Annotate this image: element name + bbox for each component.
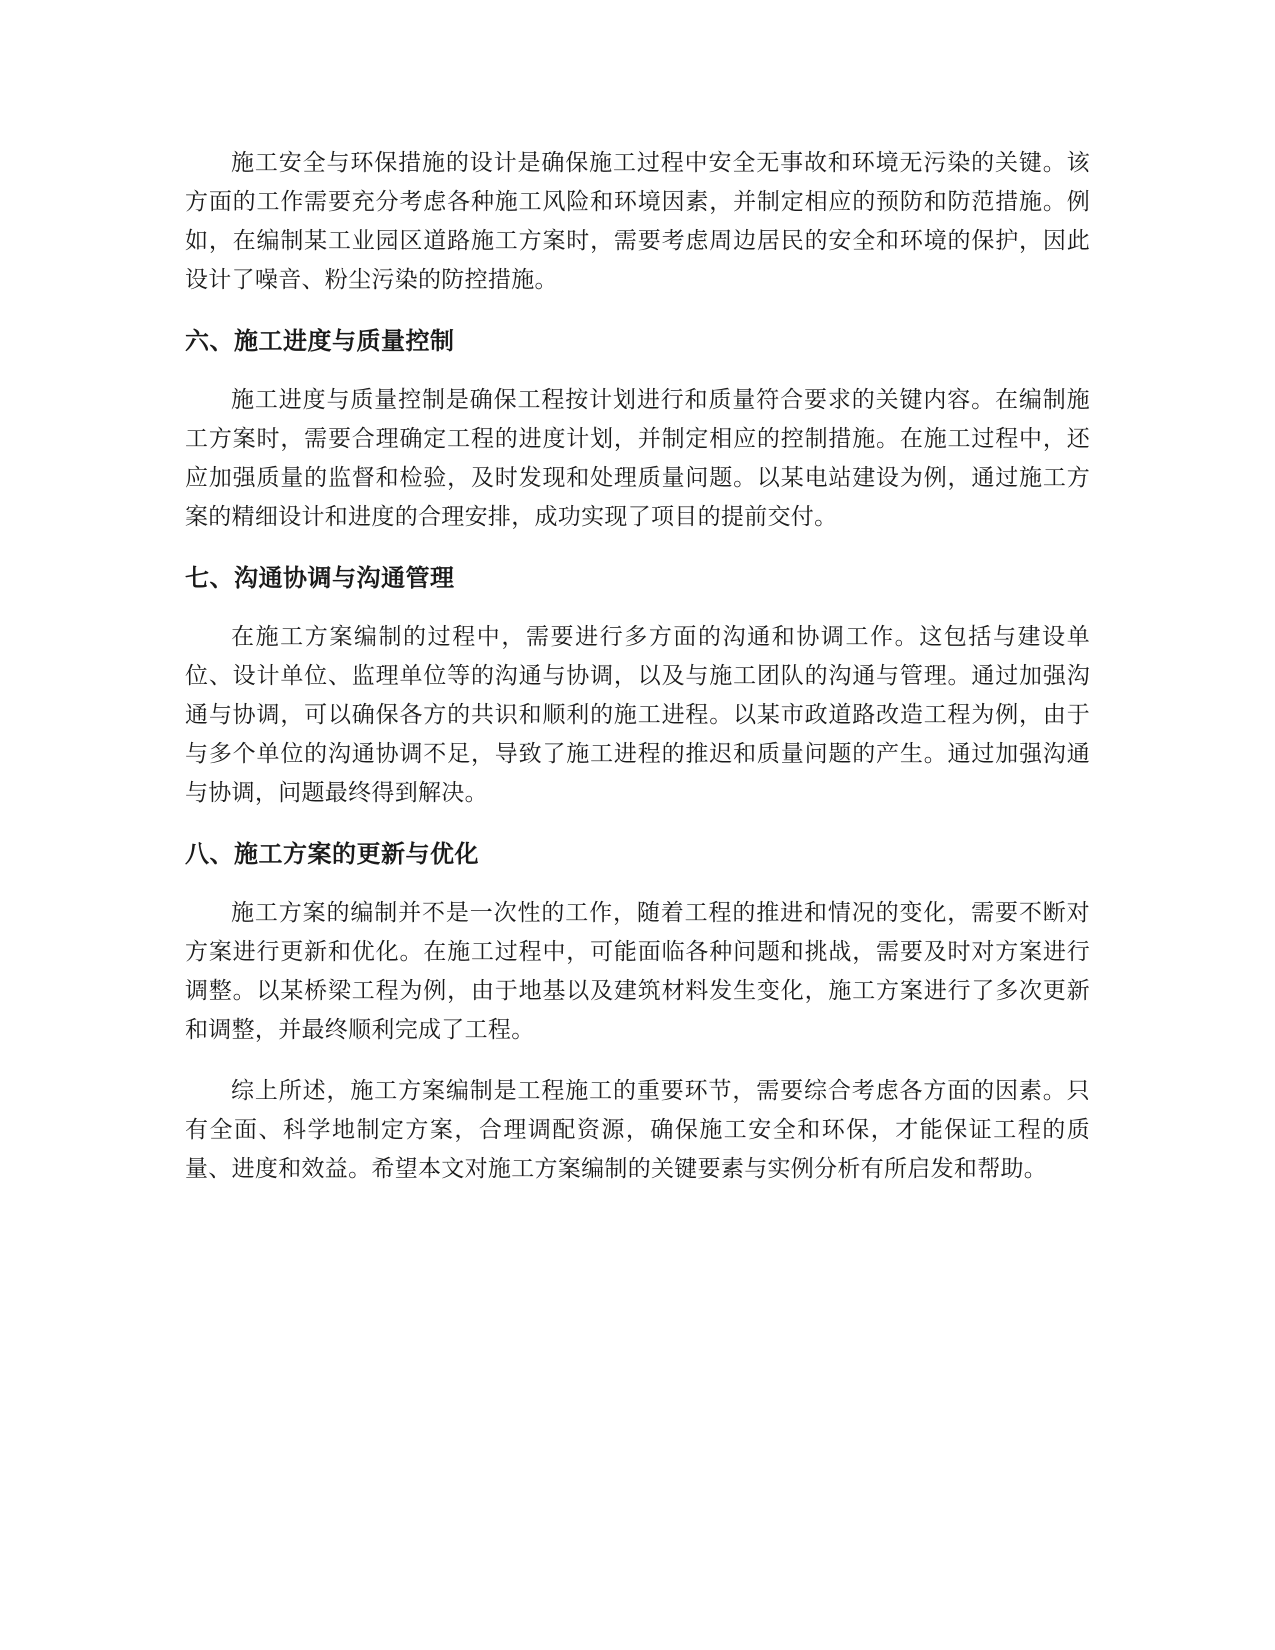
section-heading-communication: 七、沟通协调与沟通管理 bbox=[185, 564, 455, 592]
section-heading-progress-quality: 六、施工进度与质量控制 bbox=[185, 327, 455, 355]
section-paragraph-update-optimization: 施工方案的编制并不是一次性的工作，随着工程的推进和情况的变化，需要不断对方案进行更新和优化。在施工过程中，可能面临各种问题和挑战，需要及时对方案进行调整。以某桥梁工程为例，由于地基以及建筑材料发生变化，施工方案进行了多次更新和调整，并最终顺利完成了工程。 bbox=[185, 900, 1090, 1043]
section-paragraph-communication: 在施工方案编制的过程中，需要进行多方面的沟通和协调工作。这包括与建设单位、设计单位、监理单位等的沟通与协调，以及与施工团队的沟通与管理。通过加强沟通与协调，可以确保各方的共识和顺利的施工进程。以某市政道路改造工程为例，由于与多个单位的沟通协调不足，导致了施工进程的推迟和质量问题的产生。通过加强沟通与协调，问题最终得到解决。 bbox=[185, 624, 1090, 806]
conclusion-paragraph: 综上所述，施工方案编制是工程施工的重要环节，需要综合考虑各方面的因素。只有全面、科学地制定方案，合理调配资源，确保施工安全和环保，才能保证工程的质量、进度和效益。希望本文对施工方案编制的关键要素与实例分析有所启发和帮助。 bbox=[185, 1078, 1090, 1182]
intro-paragraph: 施工安全与环保措施的设计是确保施工过程中安全无事故和环境无污染的关键。该方面的工作需要充分考虑各种施工风险和环境因素，并制定相应的预防和防范措施。例如，在编制某工业园区道路施工方案时，需要考虑周边居民的安全和环境的保护，因此设计了噪音、粉尘污染的防控措施。 bbox=[185, 150, 1090, 293]
section-heading-update-optimization: 八、施工方案的更新与优化 bbox=[185, 840, 479, 868]
section-paragraph-progress-quality: 施工进度与质量控制是确保工程按计划进行和质量符合要求的关键内容。在编制施工方案时，需要合理确定工程的进度计划，并制定相应的控制措施。在施工过程中，还应加强质量的监督和检验，及时发现和处理质量问题。以某电站建设为例，通过施工方案的精细设计和进度的合理安排，成功实现了项目的提前交付。 bbox=[185, 387, 1090, 530]
document-body bbox=[185, 144, 1090, 1189]
